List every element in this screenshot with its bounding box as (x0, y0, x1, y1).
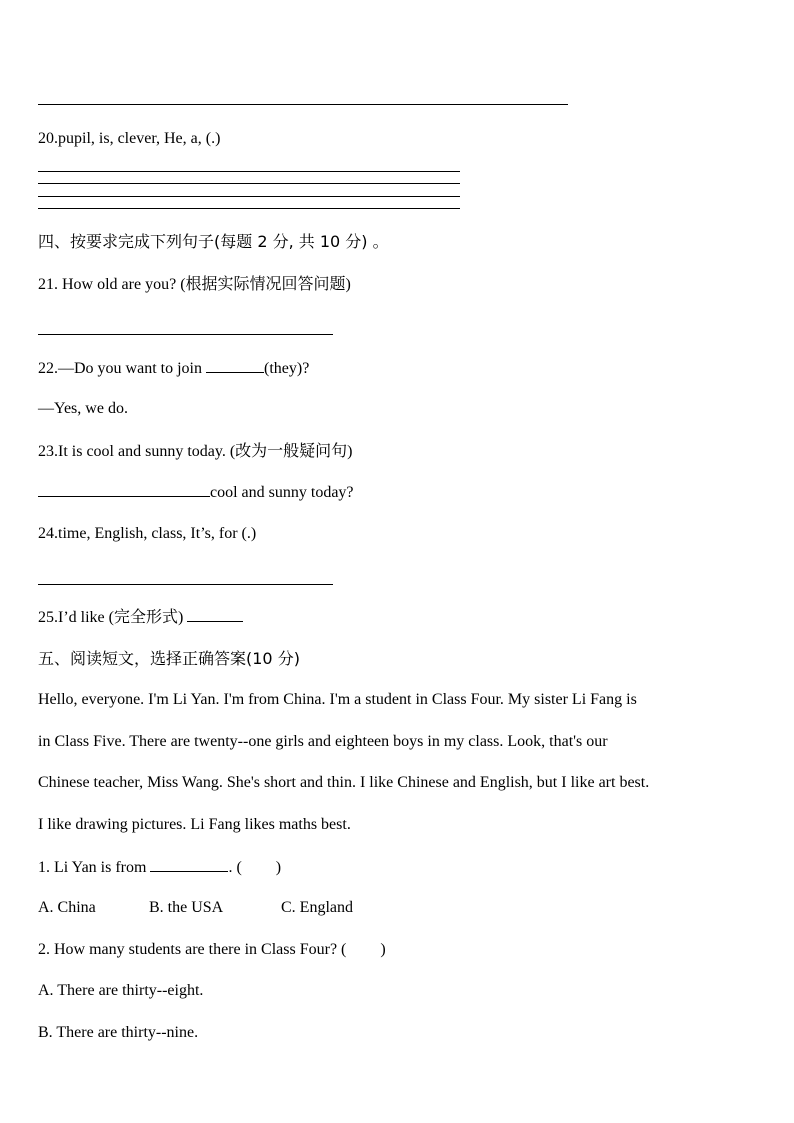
question-21 (38, 274, 351, 295)
passage-line-4-text: I like drawing pictures. Li Fang likes maths best. (38, 816, 351, 833)
question-25-cn: 完全形式 (113, 607, 178, 626)
passage-line-3-text: Chinese teacher, Miss Wang. She's short and thin. I like Chinese and English, but I like art best. (38, 774, 650, 791)
passage-line-2 (38, 732, 608, 752)
question-23-fill-rest: cool and sunny today? (210, 484, 354, 501)
reading-question-1-stem-b: . ( (228, 859, 242, 876)
passage-line-2-text: in Class Five. There are twenty--one girls and eighteen boys in my class. Look, that's our (38, 733, 608, 750)
question-22-answer-text: —Yes, we do. (38, 400, 128, 417)
question-25 (38, 607, 243, 628)
question-25-end: ) (178, 609, 188, 626)
question-25-blank[interactable] (187, 607, 243, 622)
question-22-text-b: (they)? (264, 360, 310, 377)
question-23-en: 23.It is cool and sunny today. ( (38, 443, 236, 460)
question-23-fill (38, 482, 354, 503)
question-24 (38, 524, 256, 544)
passage-line-4 (38, 815, 351, 835)
answer-line-20b[interactable] (38, 183, 460, 184)
answer-line-20d[interactable] (38, 208, 460, 209)
question-22-answer (38, 399, 128, 419)
reading-q1-option-a[interactable]: A. China (38, 899, 96, 916)
reading-question-1 (38, 857, 281, 878)
question-22 (38, 358, 309, 379)
question-21-en: 21. How old are you? ( (38, 276, 186, 293)
section-5-heading-text: 五、阅读短文，选择正确答案(10 分) (38, 649, 300, 668)
reading-question-2-option-b-wrap (38, 1023, 198, 1043)
reading-question-1-options (38, 898, 96, 918)
answer-line-21[interactable] (38, 334, 333, 335)
answer-line-20c[interactable] (38, 196, 460, 197)
passage-line-1 (38, 690, 637, 710)
question-21-end: ) (345, 276, 351, 293)
passage-line-3 (38, 773, 649, 793)
answer-line-20a[interactable] (38, 171, 460, 172)
reading-question-2-option-a-wrap (38, 981, 203, 1001)
section-4-heading-text: 四、按要求完成下列句子(每题 2 分, 共 10 分) 。 (38, 232, 389, 251)
section-4-heading (38, 232, 389, 252)
question-25-en: 25.I’d like ( (38, 609, 114, 626)
question-22-blank[interactable] (206, 358, 264, 373)
question-20 (38, 129, 220, 149)
question-21-cn: 根据实际情况回答问题 (185, 274, 346, 293)
reading-question-2-stem-b: ) (380, 941, 386, 958)
reading-q1-option-c[interactable]: C. England (281, 899, 353, 916)
reading-q2-option-a[interactable]: A. There are thirty--eight. (38, 982, 204, 999)
reading-question-2-stem-a: 2. How many students are there in Class Four? ( (38, 941, 347, 958)
reading-q1-option-b[interactable]: B. the USA (149, 899, 224, 916)
reading-question-2 (38, 940, 386, 960)
answer-line-24[interactable] (38, 584, 333, 585)
question-22-text-a: 22.—Do you want to join (38, 360, 206, 377)
reading-question-1-blank[interactable] (150, 857, 228, 872)
reading-question-1-option-b-wrap (149, 898, 223, 918)
question-23-end: ) (347, 443, 353, 460)
reading-question-1-stem-c: ) (275, 859, 282, 876)
answer-line-19[interactable] (38, 104, 568, 105)
passage-line-1-text: Hello, everyone. I'm Li Yan. I'm from China. I'm a student in Class Four. My sister Li Fang is (38, 691, 637, 708)
section-5-heading (38, 649, 300, 669)
question-20-text: 20.pupil, is, clever, He, a, (.) (38, 130, 221, 147)
reading-q2-option-b[interactable]: B. There are thirty--nine. (38, 1024, 199, 1041)
question-23-cn: 改为一般疑问句 (235, 441, 348, 460)
reading-question-1-stem-a: 1. Li Yan is from (38, 859, 151, 876)
reading-question-1-option-c-wrap (281, 898, 353, 918)
question-24-text: 24.time, English, class, It’s, for (.) (38, 525, 257, 542)
question-23-blank[interactable] (38, 482, 210, 497)
question-23 (38, 441, 353, 462)
